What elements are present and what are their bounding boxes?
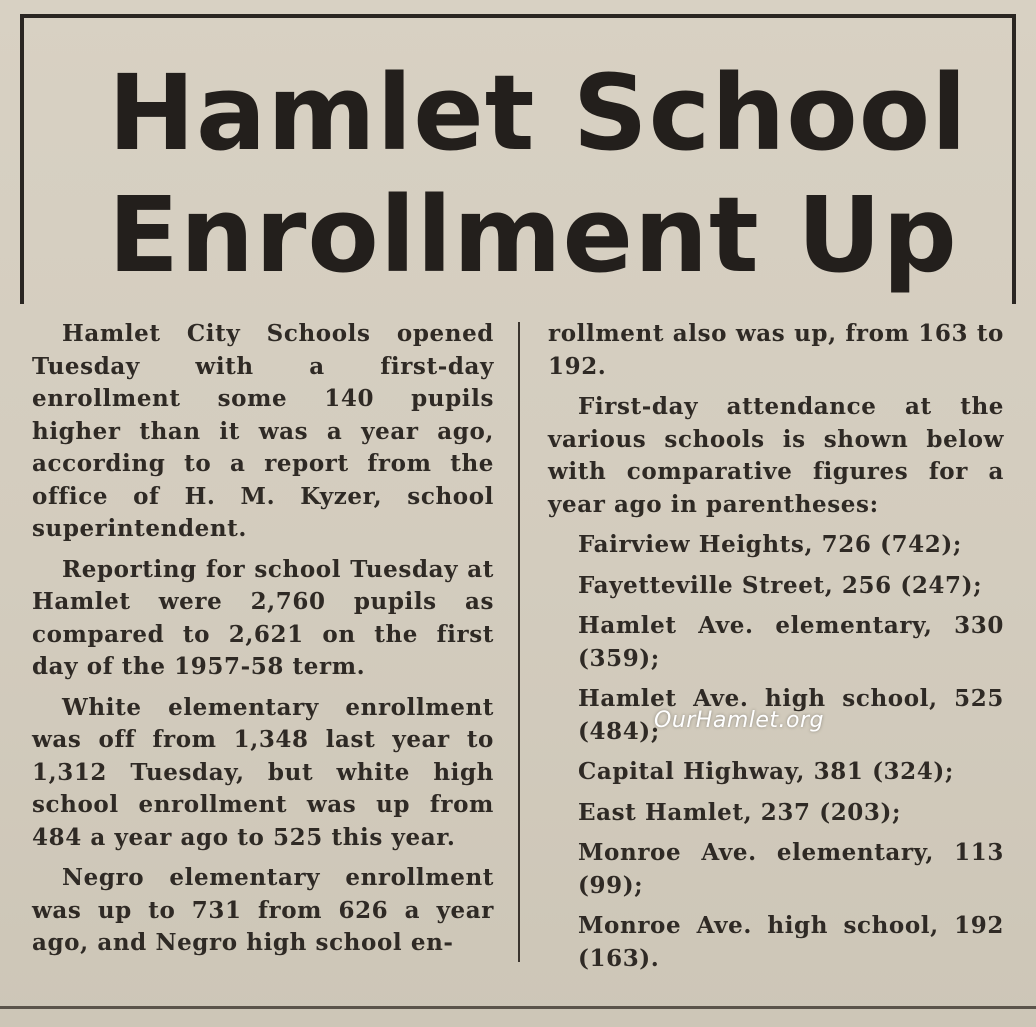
article-right-column — [548, 318, 1004, 983]
school-entry: Fayetteville Street, 256 (247); — [578, 571, 983, 599]
paragraph: White elementary enrollment was off from 1,348 last year to 1,312 Tuesday, but white high school enrollment was up from 484 a year ago to 525 this year. — [32, 693, 494, 851]
watermark-text: OurHamlet.org — [654, 708, 824, 733]
paragraph: Hamlet City Schools opened Tuesday with a first-day enrollment some 140 pupils higher than it was a year ago, according to a report from the office of H. M. Kyzer, school superintendent. — [32, 320, 494, 542]
school-entry: Capital Highway, 381 (324); — [578, 758, 954, 785]
paragraph: First-day attendance at the various schools is shown below with comparative figures for a year ago in parentheses: — [548, 393, 1004, 518]
school-entry: Hamlet Ave. elementary, 330 (359); — [578, 612, 1004, 672]
article-left-column — [32, 318, 494, 968]
school-entry: Hamlet Ave. high school, 525 (484); — [578, 685, 1004, 745]
column-divider — [518, 322, 520, 962]
school-entry: Fairview Heights, 726 (742); — [578, 531, 962, 558]
paragraph: Reporting for school Tuesday at Hamlet were 2,760 pupils as compared to 2,621 on the first day of the 1957-58 term. — [32, 555, 494, 680]
headline — [108, 52, 988, 296]
school-entry: Monroe Ave. high school, 192 (163). — [578, 912, 1004, 972]
school-entry: East Hamlet, 237 (203); — [578, 798, 902, 826]
bottom-rule — [0, 1006, 1036, 1009]
school-entry: Monroe Ave. elementary, 113 (99); — [578, 839, 1004, 899]
headline-line-2: Enrollment Up — [108, 174, 958, 296]
paragraph: Negro elementary enrollment was up to 731 from 626 a year ago, and Negro high school en- — [32, 864, 494, 956]
paragraph-continuation: rollment also was up, from 163 to 192. — [548, 320, 1004, 380]
headline-line-1: Hamlet School — [108, 52, 968, 174]
